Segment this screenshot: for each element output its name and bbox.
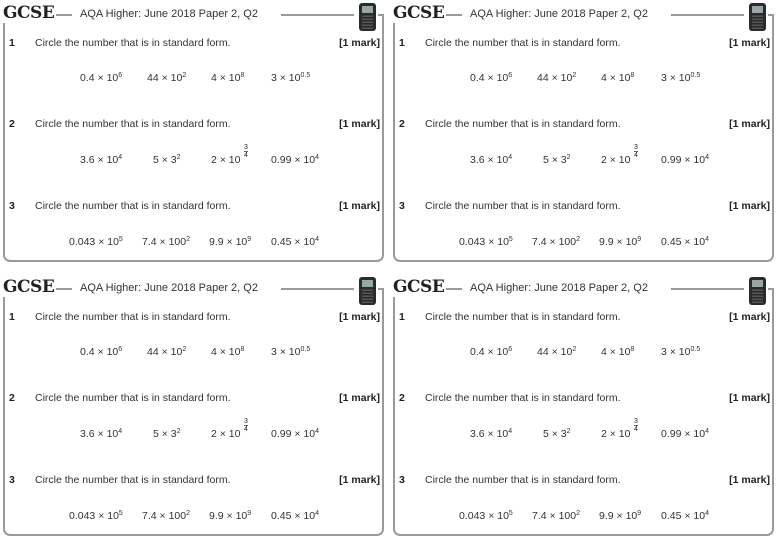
card-border-top xyxy=(378,14,384,16)
answer-option[interactable] xyxy=(69,236,123,248)
option-base: 5 × 3 xyxy=(543,428,567,440)
answer-option[interactable] xyxy=(601,154,631,166)
option-base: 9.9 × 10 xyxy=(209,236,248,248)
question-mark: [1 mark] xyxy=(729,37,770,49)
option-base: 3 × 10 xyxy=(271,346,301,358)
option-base: 2 × 10 xyxy=(601,428,631,440)
option-exponent: 4 xyxy=(508,154,513,161)
answer-option[interactable] xyxy=(153,428,181,440)
option-base: 5 × 3 xyxy=(153,428,177,440)
question-text: Circle the number that is in standard form. xyxy=(35,118,231,130)
question-text: Circle the number that is in standard form. xyxy=(425,200,621,212)
option-fraction-exponent xyxy=(244,144,248,159)
option-base: 0.043 × 10 xyxy=(459,510,509,522)
option-base: 0.99 × 10 xyxy=(271,154,316,166)
question-mark: [1 mark] xyxy=(339,37,380,49)
calculator-screen xyxy=(752,280,763,287)
option-base: 9.9 × 10 xyxy=(599,510,638,522)
question-mark: [1 mark] xyxy=(729,200,770,212)
answer-option[interactable] xyxy=(211,428,241,440)
question-number: 3 xyxy=(9,200,15,212)
card-border xyxy=(3,14,384,262)
option-exponent: 8 xyxy=(240,72,245,79)
option-exponent: 0.5 xyxy=(690,72,701,79)
option-base: 3 × 10 xyxy=(661,72,691,84)
card-title: AQA Higher: June 2018 Paper 2, Q2 xyxy=(80,8,258,20)
answer-option[interactable] xyxy=(599,510,641,522)
option-base: 5 × 3 xyxy=(153,154,177,166)
question-mark: [1 mark] xyxy=(729,118,770,130)
answer-option[interactable] xyxy=(211,72,244,84)
calculator-icon xyxy=(359,277,376,305)
question-mark: [1 mark] xyxy=(339,311,380,323)
option-exponent: 9 xyxy=(247,510,252,517)
option-base: 3.6 × 10 xyxy=(80,154,119,166)
option-base: 3 × 10 xyxy=(271,72,301,84)
option-base: 7.4 × 100 xyxy=(532,236,577,248)
option-base: 0.043 × 10 xyxy=(69,236,119,248)
question-text: Circle the number that is in standard form. xyxy=(425,474,621,486)
option-base: 44 × 10 xyxy=(537,72,573,84)
answer-option[interactable] xyxy=(211,346,244,358)
question-number: 3 xyxy=(9,474,15,486)
calculator-icon xyxy=(359,3,376,31)
option-exponent: 6 xyxy=(118,346,123,353)
option-base: 0.4 × 10 xyxy=(80,346,119,358)
answer-option[interactable] xyxy=(470,428,512,440)
fraction-numerator: 3 xyxy=(244,144,248,151)
option-base: 9.9 × 10 xyxy=(599,236,638,248)
gcse-logo: GCSE xyxy=(3,3,55,23)
option-base: 44 × 10 xyxy=(537,346,573,358)
question-number: 2 xyxy=(9,392,15,404)
answer-option[interactable] xyxy=(470,346,512,358)
option-base: 2 × 10 xyxy=(601,154,631,166)
question-number: 3 xyxy=(399,200,405,212)
option-exponent: 2 xyxy=(576,510,580,517)
question-mark: [1 mark] xyxy=(729,474,770,486)
answer-option[interactable] xyxy=(661,236,709,248)
answer-option[interactable] xyxy=(661,510,709,522)
answer-option[interactable] xyxy=(153,154,181,166)
question-mark: [1 mark] xyxy=(339,200,380,212)
calculator-keys xyxy=(362,15,373,29)
fraction-numerator: 3 xyxy=(634,418,638,425)
option-exponent: 4 xyxy=(705,510,709,517)
question-text: Circle the number that is in standard form. xyxy=(35,392,231,404)
option-exponent: 8 xyxy=(240,346,245,353)
card-border-top xyxy=(768,14,774,16)
calculator-screen xyxy=(362,280,373,287)
answer-option[interactable] xyxy=(543,154,571,166)
option-exponent: 6 xyxy=(508,346,513,353)
gcse-logo: GCSE xyxy=(393,3,445,23)
option-fraction-exponent xyxy=(634,418,638,433)
question-number: 1 xyxy=(9,311,15,323)
option-base: 5 × 3 xyxy=(543,154,567,166)
answer-option[interactable] xyxy=(271,428,319,440)
worksheet-card xyxy=(0,274,390,544)
option-base: 0.45 × 10 xyxy=(661,236,706,248)
option-exponent: 2 xyxy=(566,154,571,161)
answer-option[interactable] xyxy=(543,428,571,440)
option-base: 4 × 10 xyxy=(601,72,631,84)
option-base: 0.043 × 10 xyxy=(69,510,119,522)
card-border-top xyxy=(378,288,384,290)
question-number: 2 xyxy=(399,392,405,404)
calculator-keys xyxy=(752,289,763,303)
question-text: Circle the number that is in standard form. xyxy=(425,392,621,404)
fraction-denominator: 4 xyxy=(634,152,638,159)
option-base: 0.4 × 10 xyxy=(470,346,509,358)
answer-option[interactable] xyxy=(532,236,580,248)
question-text: Circle the number that is in standard form. xyxy=(35,474,231,486)
option-exponent: 2 xyxy=(176,428,181,435)
option-base: 4 × 10 xyxy=(601,346,631,358)
fraction-denominator: 4 xyxy=(634,426,638,433)
answer-option[interactable] xyxy=(209,236,251,248)
card-border xyxy=(393,14,774,262)
card-border-top xyxy=(281,14,354,16)
option-exponent: 5 xyxy=(118,236,123,243)
answer-option[interactable] xyxy=(271,154,319,166)
question-text: Circle the number that is in standard form. xyxy=(35,200,231,212)
option-base: 7.4 × 100 xyxy=(142,510,187,522)
card-border-top xyxy=(281,288,354,290)
option-exponent: 9 xyxy=(637,510,642,517)
calculator-keys xyxy=(362,289,373,303)
option-exponent: 0.5 xyxy=(300,346,311,353)
option-exponent: 9 xyxy=(637,236,642,243)
option-exponent: 2 xyxy=(182,72,187,79)
fraction-numerator: 3 xyxy=(634,144,638,151)
answer-option[interactable] xyxy=(80,346,122,358)
question-mark: [1 mark] xyxy=(339,392,380,404)
option-base: 44 × 10 xyxy=(147,346,183,358)
answer-option[interactable] xyxy=(601,346,634,358)
option-base: 3 × 10 xyxy=(661,346,691,358)
answer-option[interactable] xyxy=(271,346,310,358)
option-base: 2 × 10 xyxy=(211,154,241,166)
option-exponent: 2 xyxy=(186,236,190,243)
option-exponent: 2 xyxy=(576,236,580,243)
answer-option[interactable] xyxy=(142,510,190,522)
calculator-icon xyxy=(749,277,766,305)
card-border xyxy=(393,288,774,536)
card-title: AQA Higher: June 2018 Paper 2, Q2 xyxy=(470,8,648,20)
option-base: 3.6 × 10 xyxy=(470,428,509,440)
answer-option[interactable] xyxy=(601,428,631,440)
option-base: 3.6 × 10 xyxy=(80,428,119,440)
fraction-denominator: 4 xyxy=(244,426,248,433)
option-base: 7.4 × 100 xyxy=(532,510,577,522)
option-exponent: 4 xyxy=(705,154,709,161)
option-exponent: 8 xyxy=(630,346,635,353)
question-text: Circle the number that is in standard form. xyxy=(425,37,621,49)
calculator-screen xyxy=(362,6,373,13)
option-exponent: 9 xyxy=(247,236,252,243)
option-base: 44 × 10 xyxy=(147,72,183,84)
worksheet-card xyxy=(0,0,390,270)
option-exponent: 5 xyxy=(118,510,123,517)
answer-option[interactable] xyxy=(537,346,576,358)
option-base: 0.4 × 10 xyxy=(80,72,119,84)
card-border xyxy=(3,288,384,536)
question-mark: [1 mark] xyxy=(729,392,770,404)
option-exponent: 4 xyxy=(508,428,513,435)
option-base: 0.99 × 10 xyxy=(271,428,316,440)
answer-option[interactable] xyxy=(147,346,186,358)
option-exponent: 4 xyxy=(315,236,319,243)
question-text: Circle the number that is in standard form. xyxy=(425,118,621,130)
card-border-top xyxy=(671,288,744,290)
answer-option[interactable] xyxy=(69,510,123,522)
answer-option[interactable] xyxy=(271,510,319,522)
option-exponent: 2 xyxy=(182,346,187,353)
card-title: AQA Higher: June 2018 Paper 2, Q2 xyxy=(470,282,648,294)
question-number: 3 xyxy=(399,474,405,486)
option-base: 0.99 × 10 xyxy=(661,154,706,166)
answer-option[interactable] xyxy=(661,346,700,358)
question-text: Circle the number that is in standard form. xyxy=(35,37,231,49)
option-exponent: 5 xyxy=(508,510,513,517)
option-base: 3.6 × 10 xyxy=(470,154,509,166)
option-exponent: 2 xyxy=(186,510,190,517)
question-mark: [1 mark] xyxy=(729,311,770,323)
gcse-logo: GCSE xyxy=(393,277,445,297)
option-base: 0.4 × 10 xyxy=(470,72,509,84)
answer-option[interactable] xyxy=(470,154,512,166)
option-fraction-exponent xyxy=(244,418,248,433)
question-number: 1 xyxy=(9,37,15,49)
answer-option[interactable] xyxy=(209,510,251,522)
option-exponent: 2 xyxy=(572,72,577,79)
answer-option[interactable] xyxy=(532,510,580,522)
answer-option[interactable] xyxy=(271,72,310,84)
answer-option[interactable] xyxy=(537,72,576,84)
answer-option[interactable] xyxy=(147,72,186,84)
answer-option[interactable] xyxy=(459,236,513,248)
calculator-icon xyxy=(749,3,766,31)
question-number: 1 xyxy=(399,311,405,323)
answer-option[interactable] xyxy=(459,510,513,522)
option-exponent: 4 xyxy=(315,154,319,161)
option-exponent: 6 xyxy=(118,72,123,79)
question-number: 2 xyxy=(399,118,405,130)
fraction-denominator: 4 xyxy=(244,152,248,159)
option-exponent: 4 xyxy=(118,428,123,435)
question-number: 2 xyxy=(9,118,15,130)
answer-option[interactable] xyxy=(470,72,512,84)
question-mark: [1 mark] xyxy=(339,474,380,486)
answer-option[interactable] xyxy=(80,154,122,166)
answer-option[interactable] xyxy=(661,428,709,440)
question-mark: [1 mark] xyxy=(339,118,380,130)
worksheet-card xyxy=(390,0,780,270)
fraction-numerator: 3 xyxy=(244,418,248,425)
option-exponent: 4 xyxy=(705,428,709,435)
answer-option[interactable] xyxy=(211,154,241,166)
option-base: 9.9 × 10 xyxy=(209,510,248,522)
option-base: 0.45 × 10 xyxy=(271,510,316,522)
answer-option[interactable] xyxy=(142,236,190,248)
option-exponent: 0.5 xyxy=(300,72,311,79)
option-base: 2 × 10 xyxy=(211,428,241,440)
card-title: AQA Higher: June 2018 Paper 2, Q2 xyxy=(80,282,258,294)
option-base: 0.45 × 10 xyxy=(661,510,706,522)
option-exponent: 5 xyxy=(508,236,513,243)
calculator-keys xyxy=(752,15,763,29)
worksheet-card xyxy=(390,274,780,544)
option-exponent: 4 xyxy=(315,510,319,517)
option-base: 0.043 × 10 xyxy=(459,236,509,248)
question-text: Circle the number that is in standard form. xyxy=(35,311,231,323)
option-base: 4 × 10 xyxy=(211,346,241,358)
answer-option[interactable] xyxy=(661,72,700,84)
option-exponent: 2 xyxy=(566,428,571,435)
gcse-logo: GCSE xyxy=(3,277,55,297)
option-fraction-exponent xyxy=(634,144,638,159)
option-base: 4 × 10 xyxy=(211,72,241,84)
option-exponent: 4 xyxy=(705,236,709,243)
answer-option[interactable] xyxy=(80,428,122,440)
option-exponent: 2 xyxy=(572,346,577,353)
option-exponent: 8 xyxy=(630,72,635,79)
answer-option[interactable] xyxy=(271,236,319,248)
option-exponent: 0.5 xyxy=(690,346,701,353)
answer-option[interactable] xyxy=(661,154,709,166)
card-border-top xyxy=(768,288,774,290)
option-exponent: 6 xyxy=(508,72,513,79)
card-border-top xyxy=(671,14,744,16)
option-exponent: 2 xyxy=(176,154,181,161)
option-exponent: 4 xyxy=(118,154,123,161)
answer-option[interactable] xyxy=(599,236,641,248)
answer-option[interactable] xyxy=(80,72,122,84)
option-base: 7.4 × 100 xyxy=(142,236,187,248)
option-base: 0.99 × 10 xyxy=(661,428,706,440)
option-base: 0.45 × 10 xyxy=(271,236,316,248)
calculator-screen xyxy=(752,6,763,13)
question-number: 1 xyxy=(399,37,405,49)
answer-option[interactable] xyxy=(601,72,634,84)
option-exponent: 4 xyxy=(315,428,319,435)
question-text: Circle the number that is in standard form. xyxy=(425,311,621,323)
